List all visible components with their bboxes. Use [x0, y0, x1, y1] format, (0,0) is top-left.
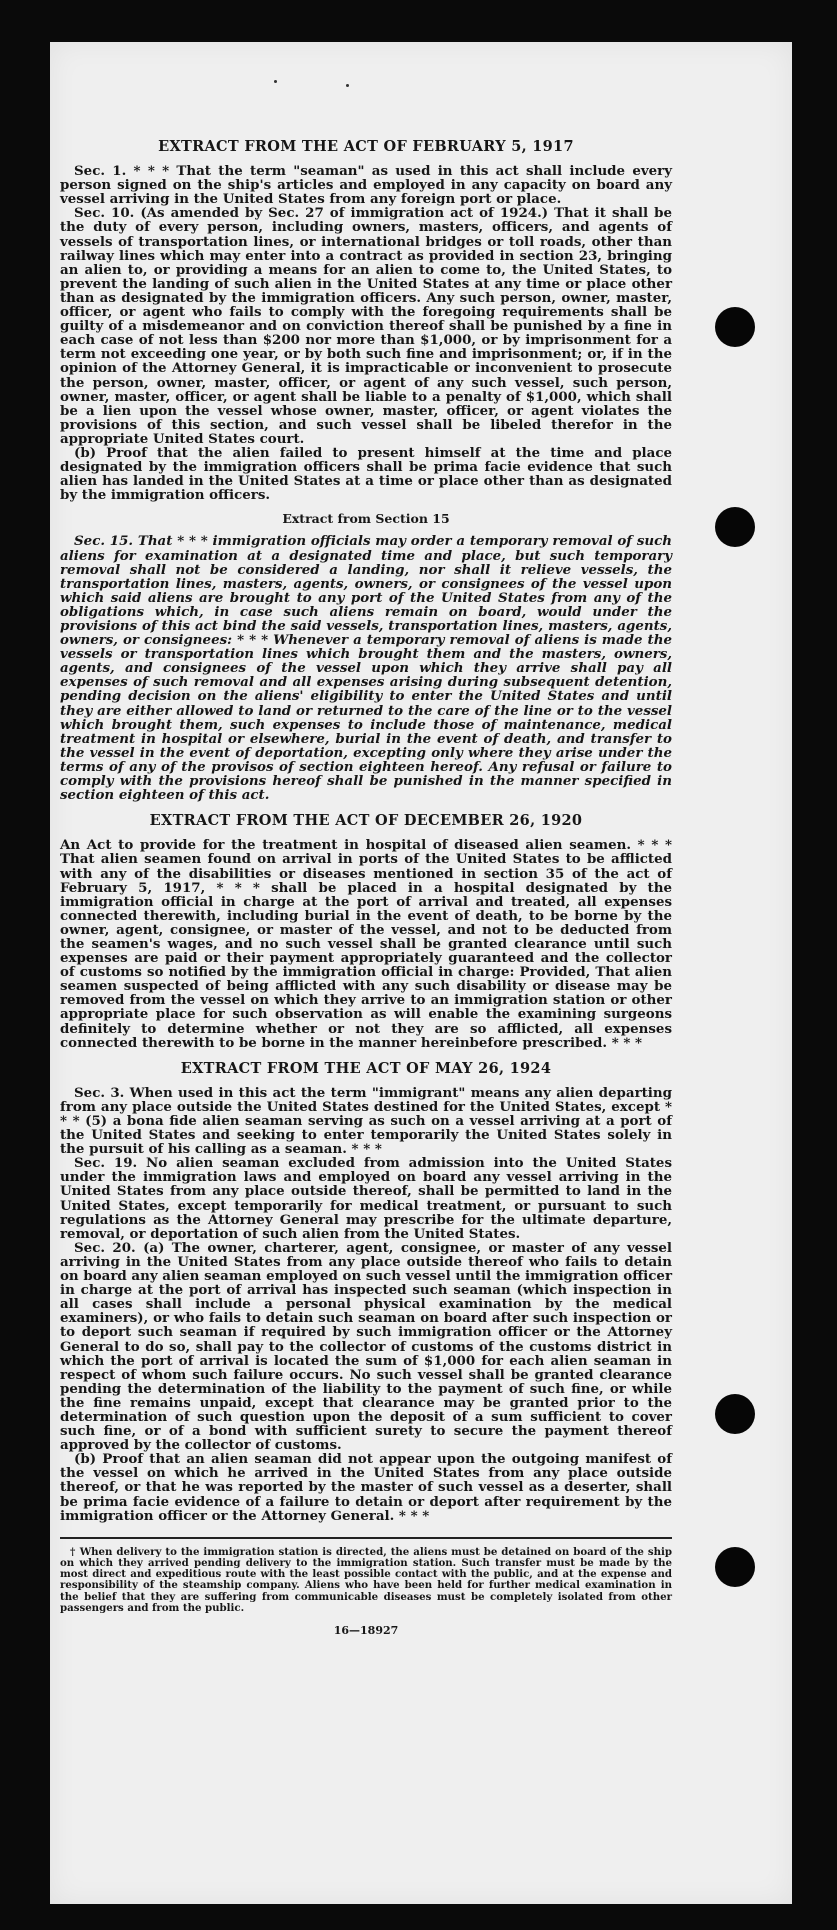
paragraph-sec-15: Sec. 15. That * * * immigration officials may order a temporary removal of such aliens for examination at a designated time and place, but such temporary removal shall not be considered a landing, nor shall it relieve vessels, the transportation lines, masters, agents, owners, or consignees of the vessel upon which said aliens are brought to any port of the United States from any of the obligations which, in case such aliens remain on board, would under the provisions of this act bind the said vessels, transportation lines, masters, agents, owners, or consignees: * * * Whenever a temporary removal of aliens is made the vessels or transportation lines which brought them and the masters, owners, agents, and consignees of the vessel upon which they arrive shall pay all expenses of such removal and all expenses arising during subsequent detention, pending decision on the aliens' eligibility to enter the United States and until they are either allowed to land or returned to the care of the line or to the vessel which brought them, such expenses to include those of maintenance, medical treatment in hospital or elsewhere, burial in the event of death, and transfer to the vessel in the event of deportation, excepting only where they arise under the terms of any of the provisos of section eighteen hereof. Any refusal or failure to comply with the provisions hereof shall be punished in the manner specified in section eighteen of this act. — [60, 533, 672, 804]
heading-act-1917: EXTRACT FROM THE ACT OF FEBRUARY 5, 1917 — [158, 138, 574, 155]
paragraph-sec-20: Sec. 20. (a) The owner, charterer, agent, consignee, or master of any vessel arriving in the United States from any place outside thereof who fails to detain on board any alien seaman employed on such vessel until the immigration officer in charge at the port of arrival has inspected such seaman (which inspection in all cases shall include a personal physical examination by the medical examiners), or who fails to detain such seaman on board after such inspection or to deport such seaman if required by such immigration officer or the Attorney General to do so, shall pay to the collector of customs of the customs district in which the port of arrival is located the sum of $1,000 for each alien seaman in respect of whom such failure occurs. No such vessel shall be granted clearance pending the determination of the liability to the payment of such fine, or while the fine remains unpaid, except that clearance may be granted prior to the determination of such question upon the deposit of a sum sufficient to cover such fine, or of a bond with sufficient surety to secure the payment thereof approved by the collector of customs. — [60, 1239, 672, 1454]
punch-hole — [715, 1394, 755, 1434]
paragraph-sec-20-b: (b) Proof that an alien seaman did not appear upon the outgoing manifest of the vessel on which he arrived in the United States from any place outside thereof, or that he was reported by the master of such vessel as a deserter, shall be prima facie evidence of a failure to detain or deport after requirement by the immigration officer or the Attorney General. * * * — [60, 1451, 672, 1524]
speck — [346, 84, 349, 87]
paragraph-sec-1: Sec. 1. * * * That the term "seaman" as used in this act shall include every person signed on the ship's articles and employed in any capacity on board any vessel arriving in the United States from any foreign port or place. — [60, 163, 672, 208]
punch-hole — [715, 307, 755, 347]
paragraph-sec-10: Sec. 10. (As amended by Sec. 27 of immigration act of 1924.) That it shall be the duty of every person, including owners, masters, officers, and agents of vessels of transportation lines, or international bridges or toll roads, other than railway lines which may enter into a contract as provided in section 23, bringing an alien to, or providing a means for an alien to come to, the United States, to prevent the landing of such alien in the United States at any time or place other than as designated by the immigration officers. Any such person, owner, master, officer, or agent who fails to comply with the foregoing requirements shall be guilty of a misdemeanor and on conviction thereof shall be punished by a fine in each case of not less than $200 nor more than $1,000, or by imprisonment for a term not exceeding one year, or by both such fine and imprisonment; or, if in the opinion of the Attorney General, it is impracticable or inconvenient to prosecute the person, owner, master, officer, or agent of any such vessel, such person, owner, master, officer, or agent shall be liable to a penalty of $1,000, which shall be a lien upon the vessel whose owner, master, officer, or agent violates the provisions of this section, and such vessel shall be libeled therefor in the appropriate United States court. — [60, 205, 672, 447]
punch-hole — [715, 1547, 755, 1587]
paragraph-sec-3: Sec. 3. When used in this act the term "immigrant" means any alien departing from any place outside the United States destined for the United States, except * * * (5) a bona fide alien seaman serving as such on a vessel arriving at a port of the United States and seeking to enter temporarily the United States solely in the pursuit of his calling as a seaman. * * * — [60, 1084, 672, 1158]
heading-act-1924: EXTRACT FROM THE ACT OF MAY 26, 1924 — [180, 1059, 552, 1077]
punch-hole — [715, 507, 755, 547]
footnote: † When delivery to the immigration station is directed, the aliens must be detained on board of the ship on which they arrived pending delivery to the immigration station. Such transfer must be made by the most direct and expeditious route with the least possible contact with the public, and at the expense and responsibility of the steamship company. Aliens who have been held for further medical examination in the belief that they are suffering from communicable diseases must be completely isolated from other passengers and from the public. — [60, 1545, 672, 1614]
subheading-section-15: Extract from Section 15 — [282, 511, 450, 527]
speck — [274, 80, 277, 83]
footnote-divider — [60, 1537, 672, 1539]
paragraph-sec-19: Sec. 19. No alien seaman excluded from admission into the United States under the immigration laws and employed on board any vessel arriving in the United States from any place outside thereof, shall be permitted to land in the United States, except temporarily for medical treatment, or pursuant to such regulations as the Attorney General may prescribe for the ultimate departure, removal, or deportation of such alien from the United States. — [60, 1155, 672, 1242]
document-text — [60, 140, 672, 1638]
paragraph-act-1920: An Act to provide for the treatment in hospital of diseased alien seamen. * * * That alien seamen found on arrival in ports of the United States to be afflicted with any of the disabilities or diseases mentioned in section 35 of the act of February 5, 1917, * * * shall be placed in a hospital designated by the immigration official in charge at the port of arrival and treated, all expenses connected therewith, including burial in the event of death, to be borne by the owner, agent, consignee, or master of the vessel, and not to be deducted from the seamen's wages, and no such vessel shall be granted clearance until such expenses are paid or their payment appropriately guaranteed and the collector of customs so notified by the immigration official in charge: Provided, That alien seamen suspected of being afflicted with any such disability or disease may be removed from the vessel on which they arrive to an immigration station or other appropriate place for such observation as will enable the examining surgeons definitely to determine whether or not they are so afflicted, all expenses connected therewith to be borne in the manner hereinbefore prescribed. * * * — [60, 837, 672, 1051]
page-number: 16—18927 — [333, 1623, 399, 1637]
paragraph-proof-b: (b) Proof that the alien failed to present himself at the time and place designated by the immigration officers shall be prima facie evidence that such alien has landed in the United States at a time or place other than as designated by the immigration officers. — [60, 444, 672, 504]
heading-act-1920: EXTRACT FROM THE ACT OF DECEMBER 26, 1920 — [149, 812, 583, 830]
